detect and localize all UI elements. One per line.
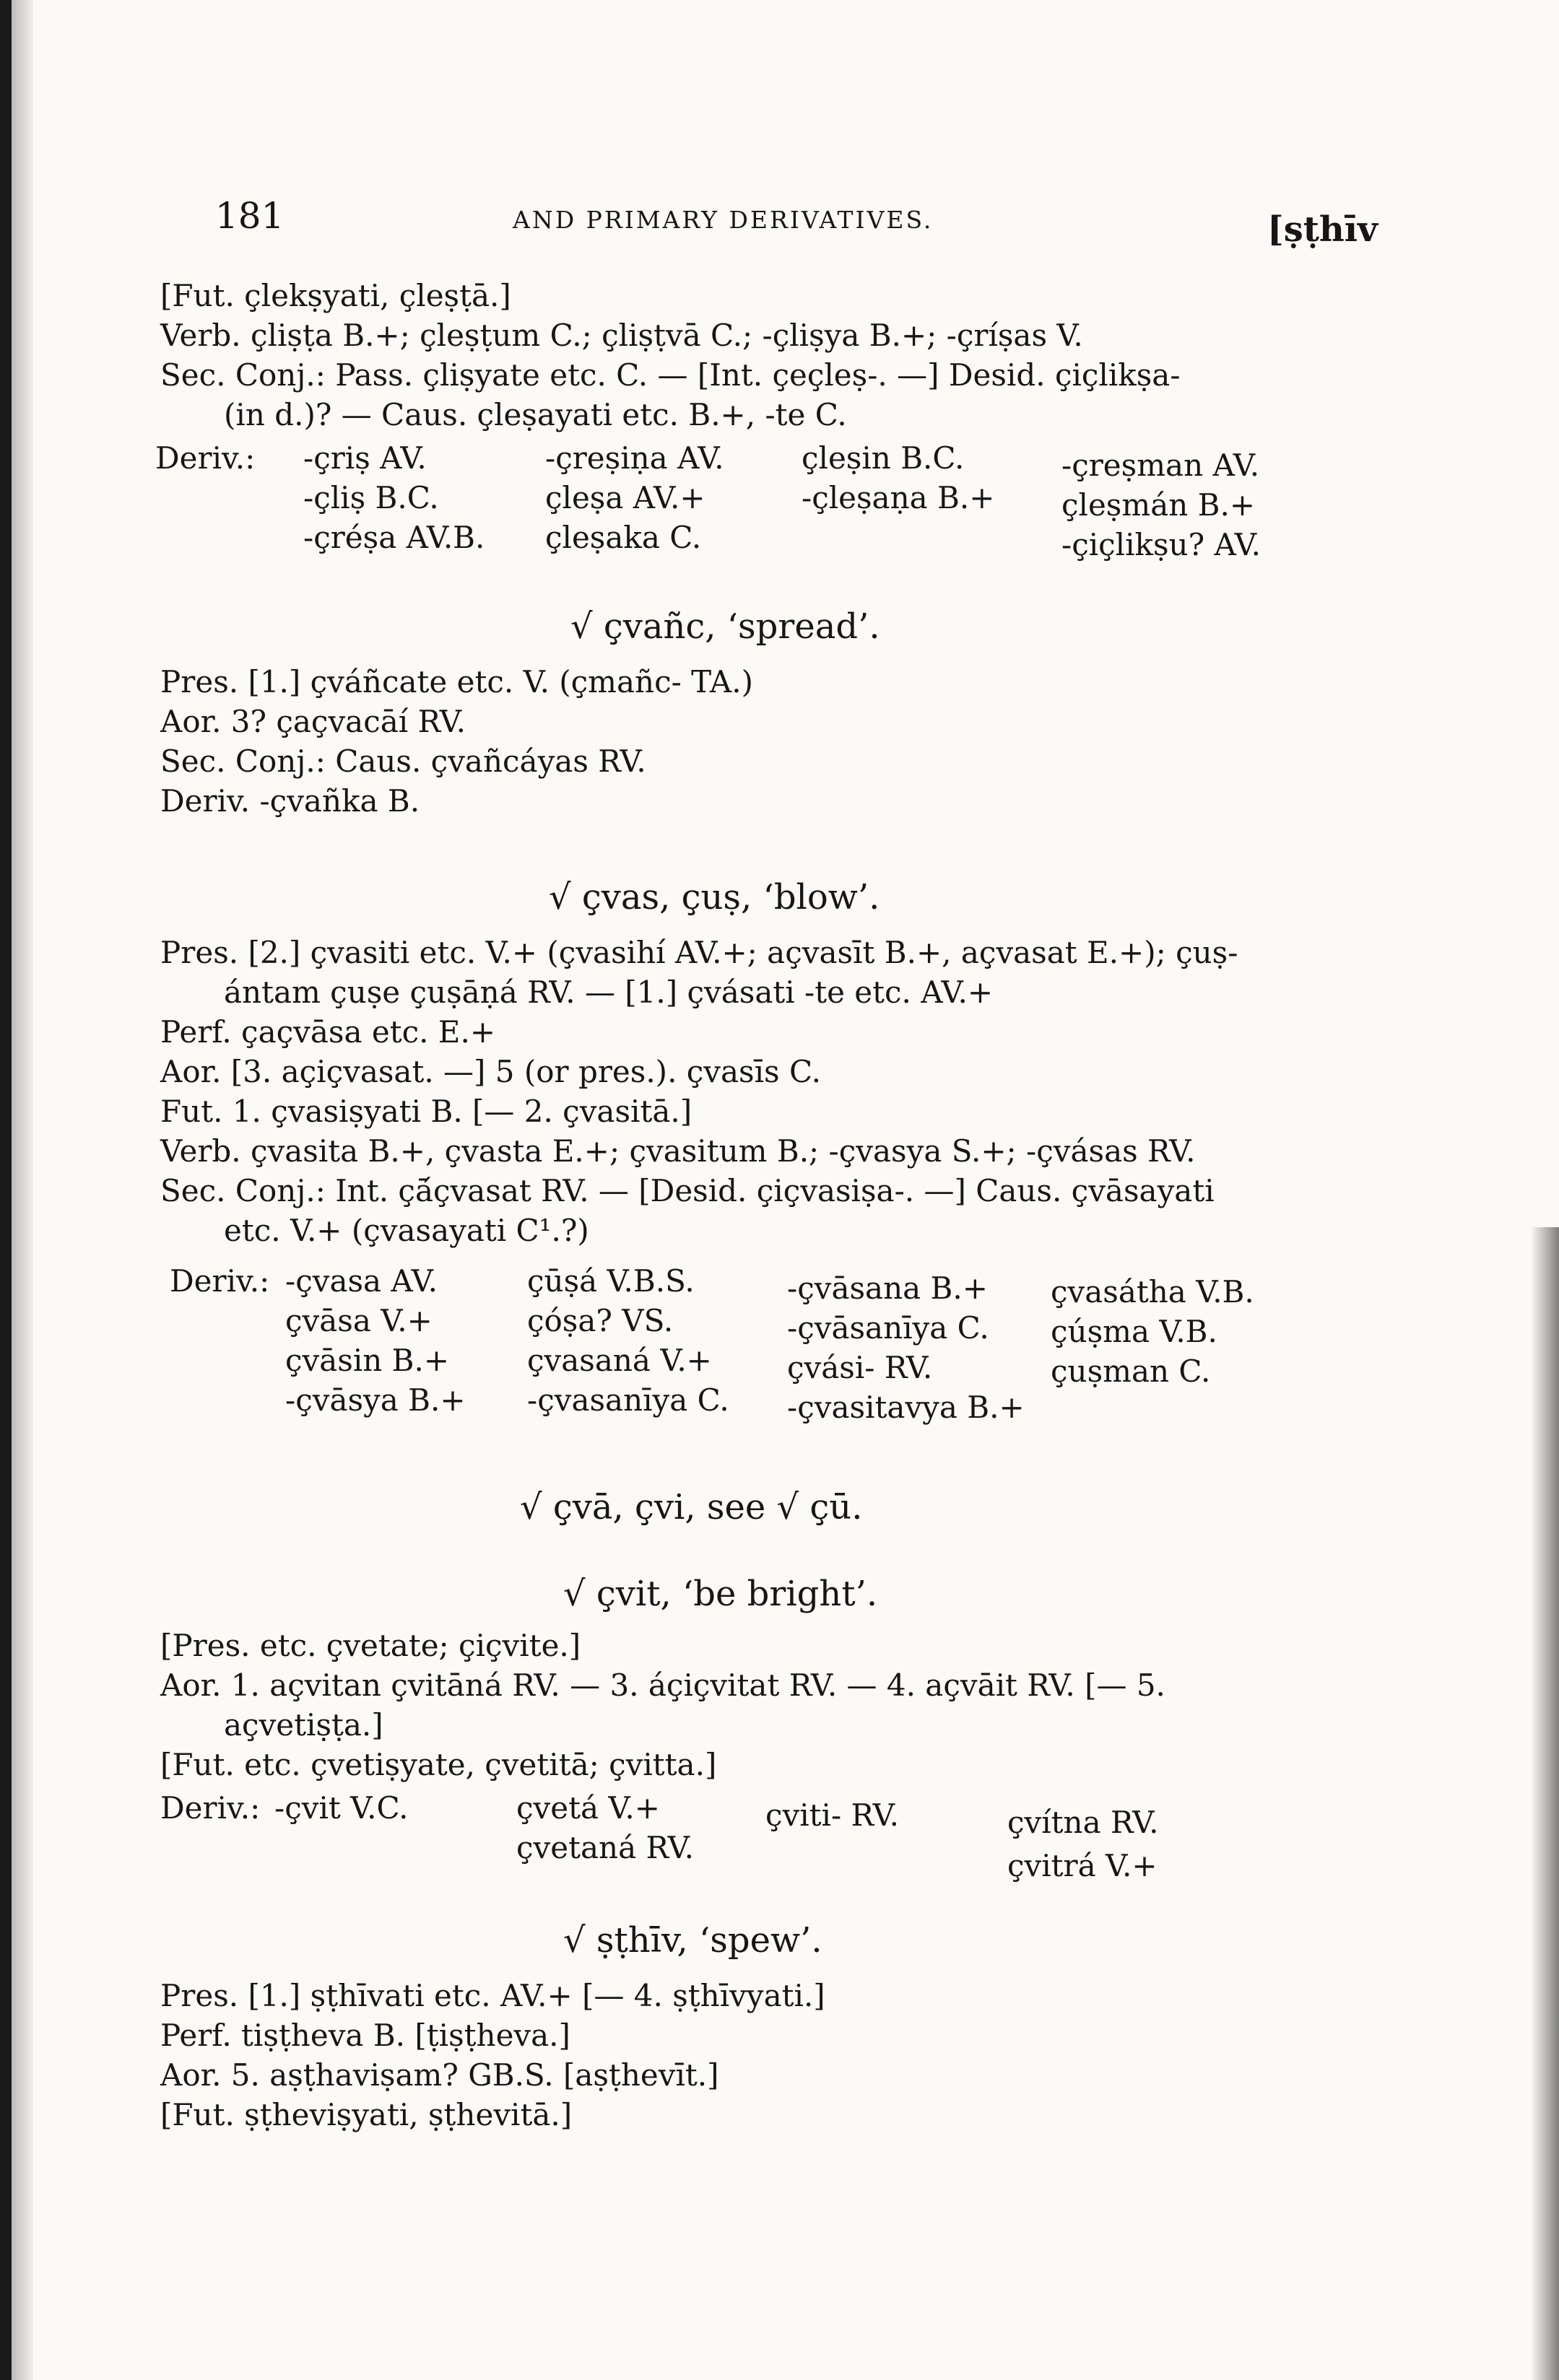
slis-deriv-c1-r1: -çriṣ AV.: [303, 440, 427, 476]
slis-deriv-c3-r1: çleṣin B.C.: [802, 440, 965, 476]
svit-deriv-c3-r1: çviti- RV.: [765, 1797, 900, 1833]
slis-deriv-c2-r1: -çreṣiṇa AV.: [545, 440, 724, 476]
svas-line-2: ántam çuṣe çuṣāṇá RV. — [1.] çvásati -te etc. AV.+: [224, 975, 994, 1010]
svas-deriv-label: Deriv.:: [170, 1263, 270, 1299]
svit-line-2: Aor. 1. açvitan çvitāná RV. — 3. áçiçvitat RV. — 4. açvāit RV. [— 5.: [160, 1668, 1165, 1703]
page-edge-fade-left: [12, 0, 33, 2380]
svas-line-1: Pres. [2.] çvasiti etc. V.+ (çvasihí AV.+; açvasīt B.+, açvasat E.+); çuṣ-: [160, 935, 1238, 970]
root-title-sthiv: √ ṣṭhīv, ‘spew’.: [563, 1920, 822, 1961]
svas-deriv-c3-r1: -çvāsana B.+: [787, 1270, 988, 1306]
slis-line-4: (in d.)? — Caus. çleṣayati etc. B.+, -te C.: [224, 397, 847, 432]
svas-deriv-c2-r1: çūṣá V.B.S.: [527, 1263, 695, 1299]
sthiv-line-1: Pres. [1.] ṣṭhīvati etc. AV.+ [— 4. ṣṭhīvyati.]: [160, 1978, 825, 2013]
slis-deriv-c2-r3: çleṣaka C.: [545, 520, 702, 555]
page-number: 181: [215, 195, 285, 237]
slis-deriv-c4-r3: -çiçlikṣu? AV.: [1061, 527, 1261, 562]
slis-line-2: Verb. çliṣṭa B.+; çleṣṭum C.; çliṣṭvā C.; -çliṣya B.+; -çríṣas V.: [160, 318, 1083, 353]
slis-deriv-label: Deriv.:: [155, 440, 256, 476]
svit-deriv-c2-r1: çvetá V.+: [516, 1790, 660, 1826]
svas-deriv-c3-r4: -çvasitavya B.+: [787, 1390, 1025, 1425]
slis-deriv-c1-r2: -çliṣ B.C.: [303, 480, 439, 515]
running-title: AND PRIMARY DERIVATIVES.: [513, 206, 934, 234]
svanc-line-2: Aor. 3? çaçvacāí RV.: [160, 704, 466, 739]
svit-deriv-c4-r1: çvítna RV.: [1007, 1805, 1159, 1840]
svit-line-4: [Fut. etc. çvetiṣyate, çvetitā; çvitta.]: [160, 1747, 717, 1782]
slis-deriv-c4-r1: -çreṣman AV.: [1061, 448, 1260, 483]
svanc-line-4: Deriv. -çvañka B.: [160, 783, 420, 819]
svas-line-3: Perf. çaçvāsa etc. E.+: [160, 1014, 496, 1050]
slis-deriv-c2-r2: çleṣa AV.+: [545, 480, 705, 515]
page-edge-shadow-left: [0, 0, 12, 2380]
svas-deriv-c1-r3: çvāsin B.+: [285, 1343, 450, 1378]
svas-line-5: Fut. 1. çvasiṣyati B. [— 2. çvasitā.]: [160, 1094, 692, 1129]
svit-deriv-c4-r2: çvitrá V.+: [1007, 1848, 1158, 1883]
svanc-line-1: Pres. [1.] çváñcate etc. V. (çmañc- TA.): [160, 664, 753, 699]
svas-deriv-c4-r1: çvasátha V.B.: [1051, 1274, 1254, 1309]
root-title-svit: √ çvit, ‘be bright’.: [563, 1574, 878, 1614]
svas-line-8: etc. V.+ (çvasayati C¹.?): [224, 1213, 589, 1248]
svit-deriv-c2-r2: çvetaná RV.: [516, 1830, 694, 1865]
svas-deriv-c2-r2: çóṣa? VS.: [527, 1303, 674, 1338]
slis-deriv-c3-r2: -çleṣaṇa B.+: [802, 480, 995, 515]
svanc-line-3: Sec. Conj.: Caus. çvañcáyas RV.: [160, 744, 646, 779]
slis-line-3: Sec. Conj.: Pass. çliṣyate etc. C. — [Int. çeçleṣ-. —] Desid. çiçlikṣa-: [160, 357, 1181, 393]
svas-line-6: Verb. çvasita B.+, çvasta E.+; çvasitum B.; -çvasya S.+; -çvásas RV.: [160, 1133, 1196, 1169]
sthiv-line-4: [Fut. ṣṭheviṣyati, ṣṭhevitā.]: [160, 2097, 573, 2132]
svit-line-3: açvetiṣṭa.]: [224, 1707, 383, 1743]
svas-deriv-c2-r4: -çvasanīya C.: [527, 1382, 729, 1418]
running-head-root: [ṣṭhīv: [1267, 209, 1378, 250]
root-title-svanc: √ çvañc, ‘spread’.: [570, 606, 880, 647]
root-title-svas: √ çvas, çuṣ, ‘blow’.: [549, 877, 880, 917]
svas-deriv-c3-r2: -çvāsanīya C.: [787, 1310, 989, 1346]
svas-line-7: Sec. Conj.: Int. çā́çvasat RV. — [Desid. çiçvasiṣa-. —] Caus. çvāsayati: [160, 1173, 1215, 1208]
svas-deriv-c1-r4: -çvāsya B.+: [285, 1382, 466, 1418]
page-edge-shadow-right: [1532, 1227, 1559, 2380]
sthiv-line-3: Aor. 5. aṣṭhaviṣam? GB.S. [aṣṭhevīt.]: [160, 2057, 719, 2093]
svit-deriv-c1-r1: -çvit V.C.: [274, 1790, 409, 1826]
svit-deriv-label: Deriv.:: [160, 1790, 261, 1826]
svas-line-4: Aor. [3. açiçvasat. —] 5 (or pres.). çvasīs C.: [160, 1054, 821, 1089]
slis-line-1: [Fut. çlekṣyati, çleṣṭā.]: [160, 278, 511, 313]
svas-deriv-c3-r3: çvási- RV.: [787, 1350, 933, 1385]
root-title-svaa: √ çvā, çvi, see √ çū.: [520, 1487, 863, 1527]
svas-deriv-c4-r2: çúṣma V.B.: [1051, 1314, 1217, 1349]
slis-deriv-c1-r3: -çréṣa AV.B.: [303, 520, 485, 555]
svas-deriv-c2-r3: çvasaná V.+: [527, 1343, 712, 1378]
sthiv-line-2: Perf. tiṣṭheva B. [ṭiṣṭheva.]: [160, 2018, 570, 2053]
svas-deriv-c1-r1: -çvasa AV.: [285, 1263, 438, 1299]
svit-line-1: [Pres. etc. çvetate; çiçvite.]: [160, 1628, 581, 1663]
svas-deriv-c4-r3: çuṣman C.: [1051, 1354, 1211, 1389]
slis-deriv-c4-r2: çleṣmán B.+: [1061, 487, 1256, 523]
svas-deriv-c1-r2: çvāsa V.+: [285, 1303, 433, 1338]
